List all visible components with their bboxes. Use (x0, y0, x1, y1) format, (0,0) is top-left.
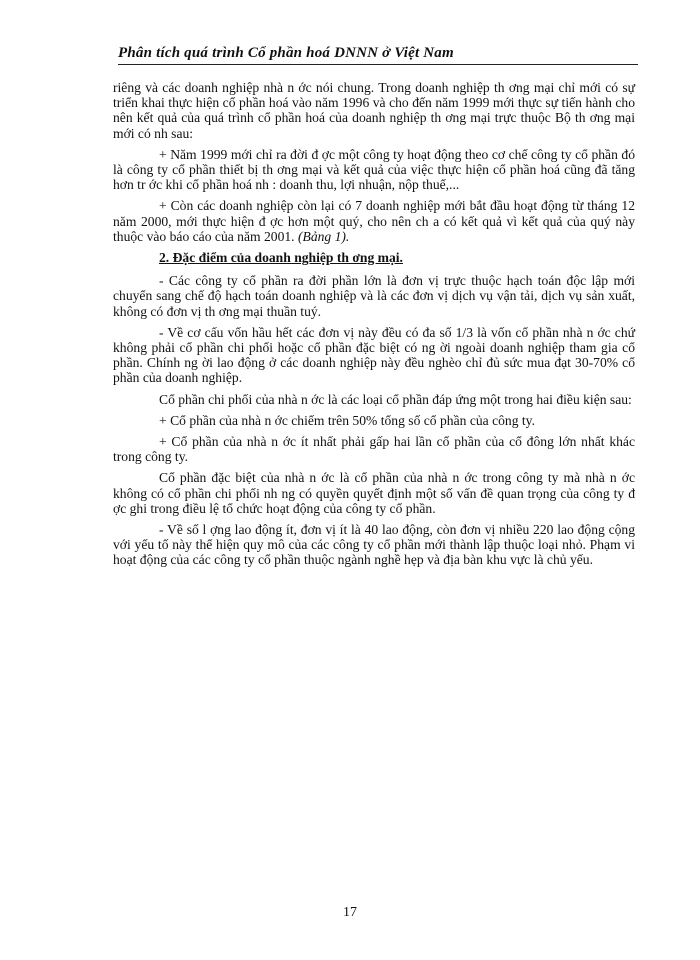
paragraph: - Về số l ợng lao động ít, đơn vị ít là 40 lao động, còn đơn vị nhiều 220 lao động cộng với yếu tố này thể hiện quy mô của các công ty cổ phần mới thành lập thuộc loại nhỏ. Phạm vi hoạt động của các công ty cổ phần thuộc ngành nghề hẹp và địa bàn khu vực là chủ yếu. (113, 522, 635, 568)
table-reference: (Bảng 1). (297, 228, 350, 244)
paragraph: + Năm 1999 mới chỉ ra đời đ ợc một công ty hoạt động theo cơ chế công ty cổ phần đó là công ty cổ phần thiết bị th ơng mại và kết quả của việc thực hiện cổ phần hoá cũng đã tăng hơn tr ớc khi cổ phần hoá nh : doanh thu, lợi nhuận, nộp thuế,... (113, 146, 635, 193)
running-header (118, 40, 638, 65)
paragraph: - Các công ty cổ phần ra đời phần lớn là đơn vị trực thuộc hạch toán độc lập mới chuyển sang chế độ hạch toán doanh nghiệp và là các đơn vị dịch vụ vận tải, dịch vụ sản xuất, không có đơn vị th ơng mại thuần tuý. (113, 273, 635, 319)
paragraph-text: + Còn các doanh nghiệp còn lại có 7 doanh nghiệp mới bắt đầu hoạt động từ tháng 12 năm 2000, mới thực hiện đ ợc hơn một quý, cho nên ch a có kết quả vì kết quả của quý này thuộc vào báo cáo của năm 2001. (113, 198, 635, 244)
paragraph: + Cổ phần của nhà n ớc chiếm trên 50% tổng số cổ phần của công ty. (159, 412, 535, 428)
paragraph: - Về cơ cấu vốn hầu hết các đơn vị này đều có đa số 1/3 là vốn cổ phần nhà n ớc chứ không phải cổ phần chi phối hoặc cổ phần đặc biệt có ng ời ngoài doanh nghiệp tham gia cổ phần. Chính ng ời lao động ở các doanh nghiệp này đều nghèo chỉ đủ sức mua đạt 30-70% cổ phần của doanh nghiệp. (113, 324, 635, 386)
paragraph: Cổ phần chi phối của nhà n ớc là các loại cổ phần đáp ứng một trong hai điều kiện sau: (159, 391, 632, 407)
section-heading: 2. Đặc điểm của doanh nghiệp th ơng mại. (159, 250, 403, 266)
paragraph: + Cổ phần của nhà n ớc ít nhất phải gấp hai lần cổ phần của cổ đông lớn nhất khác trong công ty. (113, 434, 635, 465)
header-title: Phân tích quá trình Cổ phần hoá DNNN ở Việt Nam (118, 45, 454, 61)
paragraph (113, 198, 635, 244)
page-number: 17 (343, 905, 357, 920)
paragraph: Cổ phần đặc biệt của nhà n ớc là cổ phần của nhà n ớc trong công ty mà nhà n ớc không có cổ phần chi phối nh ng có quyền quyết định một số vấn đề quan trọng của công ty đ ợc ghi trong điều lệ tổ chức hoạt động của công ty cổ phần. (113, 470, 635, 516)
paragraph: riêng và các doanh nghiệp nhà n ớc nói chung. Trong doanh nghiệp th ơng mại chỉ mới có sự triển khai thực hiện cổ phần hoá vào năm 1996 và cho đến năm 1999 mới thực sự tiến hành cho nên kết quả của quá trình cổ phần hoá của doanh nghiệp th ơng mại trực thuộc Bộ th ơng mại mới có nh sau: (113, 80, 635, 141)
document-body (113, 80, 635, 574)
